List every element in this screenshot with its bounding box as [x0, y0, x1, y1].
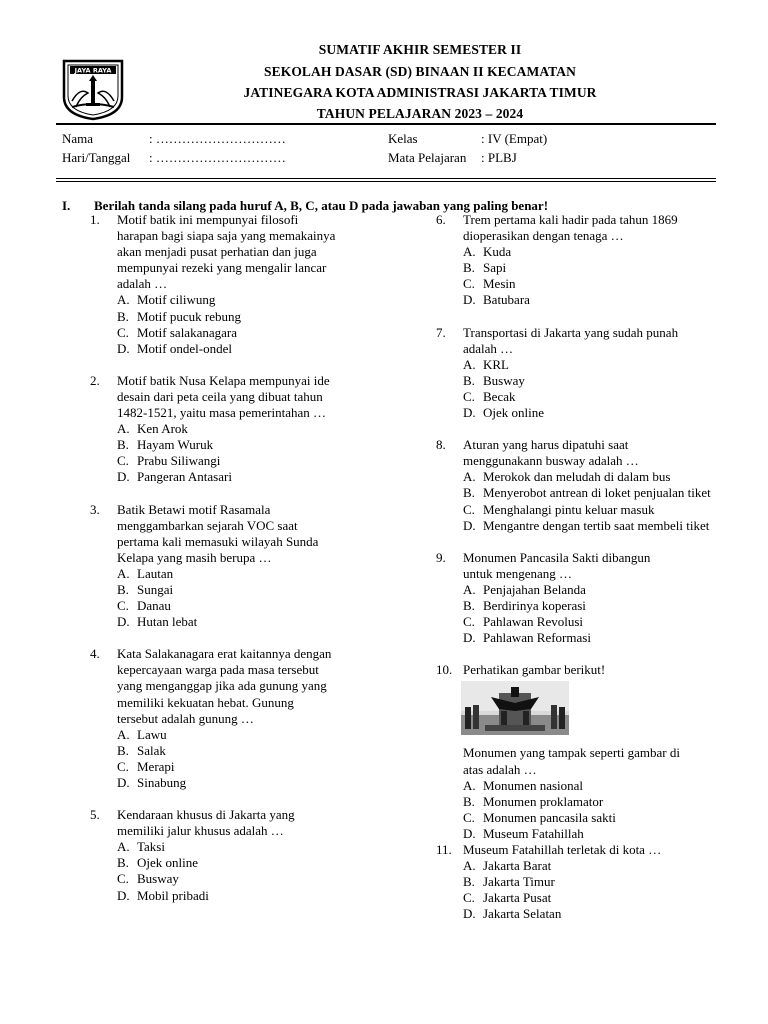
- answer-option[interactable]: [463, 598, 736, 614]
- answer-option[interactable]: [463, 630, 736, 646]
- answer-option[interactable]: [117, 325, 390, 341]
- question-number: 8.: [436, 437, 446, 453]
- subject-label: Mata Pelajaran: [388, 150, 467, 165]
- option-text: Pahlawan Reformasi: [483, 630, 591, 646]
- answer-options: [463, 582, 736, 646]
- option-letter: B.: [463, 260, 475, 276]
- option-letter: B.: [463, 597, 475, 613]
- option-letter: A.: [463, 356, 476, 372]
- question-item: [436, 842, 736, 922]
- option-text: Motif pucuk rebung: [137, 308, 241, 324]
- answer-option[interactable]: [463, 357, 736, 373]
- option-letter: A.: [463, 244, 476, 260]
- question-number: 11.: [436, 842, 452, 857]
- answer-option[interactable]: [117, 614, 390, 630]
- option-letter: A.: [463, 858, 476, 874]
- option-letter: B.: [463, 372, 475, 388]
- answer-option[interactable]: [463, 373, 736, 389]
- option-text: Hayam Wuruk: [137, 437, 214, 453]
- question-stem-line: Transportasi di Jakarta yang sudah punah: [463, 324, 679, 340]
- question-item: [436, 212, 736, 309]
- option-letter: A.: [463, 777, 476, 793]
- option-letter: B.: [117, 308, 129, 324]
- svg-text:JAYA RAYA: JAYA RAYA: [74, 66, 112, 75]
- date-field[interactable]: : …………………………: [149, 150, 286, 165]
- option-text: Ojek online: [483, 405, 545, 421]
- option-letter: C.: [117, 453, 129, 469]
- question-stem: [463, 662, 736, 678]
- answer-option[interactable]: [463, 874, 736, 890]
- question-stem-line: yang menganggap jika ada gunung yang: [117, 678, 327, 694]
- question-number: 5.: [90, 807, 100, 823]
- option-text: Hutan lebat: [137, 614, 198, 630]
- question-spacer: [436, 421, 736, 437]
- answer-option[interactable]: [463, 826, 736, 842]
- answer-option[interactable]: [117, 341, 390, 357]
- option-text: Berdirinya koperasi: [483, 597, 586, 613]
- question-stem-line: Monumen Pancasila Sakti dibangun: [463, 549, 651, 565]
- question-number: 2.: [90, 372, 100, 388]
- option-text: Jakarta Pusat: [483, 890, 552, 906]
- answer-option[interactable]: [463, 469, 736, 485]
- option-letter: D.: [463, 517, 476, 533]
- option-letter: A.: [117, 292, 130, 308]
- answer-option[interactable]: [117, 421, 390, 437]
- option-letter: C.: [463, 501, 475, 517]
- option-text: Pahlawan Revolusi: [483, 614, 584, 630]
- subject-value: : PLBJ: [481, 150, 517, 165]
- option-text: Merokok dan meludah di dalam bus: [483, 469, 671, 485]
- question-stem-line: tersebut adalah gunung …: [117, 710, 254, 726]
- question-stem-line: Aturan yang harus dipatuhi saat: [463, 437, 629, 453]
- option-text: Ken Arok: [137, 421, 188, 437]
- question-stem-line: adalah …: [117, 276, 168, 292]
- question-stem-line: 1482-1521, yaitu masa pemerintahan …: [117, 405, 327, 421]
- question-number: 10.: [436, 662, 453, 678]
- option-text: Danau: [137, 598, 171, 614]
- question-stem: [117, 373, 390, 421]
- question-stem-line: untuk mengenang …: [463, 565, 573, 581]
- question-stem-line: kepercayaan warga pada masa tersebut: [117, 662, 319, 678]
- answer-options: [463, 244, 736, 308]
- question-item: [90, 502, 390, 631]
- school-name: SEKOLAH DASAR (SD) BINAAN II KECAMATAN: [264, 64, 576, 79]
- answer-options: [117, 566, 390, 630]
- question-number: 1.: [90, 212, 100, 227]
- option-letter: A.: [117, 565, 130, 581]
- question-stem-line: Batik Betawi motif Rasamala: [117, 501, 271, 517]
- question-spacer: [436, 646, 736, 662]
- option-letter: C.: [463, 388, 475, 404]
- question-stem-line: memiliki jalur khusus adalah …: [117, 823, 284, 839]
- question-item: [436, 550, 736, 647]
- option-text: Ojek online: [137, 855, 199, 871]
- option-text: Jakarta Selatan: [483, 906, 562, 922]
- answer-options: [117, 421, 390, 485]
- option-letter: D.: [463, 292, 476, 308]
- option-letter: D.: [117, 887, 130, 903]
- answer-option[interactable]: [463, 244, 736, 260]
- answer-options: [117, 839, 390, 903]
- answer-option[interactable]: [463, 858, 736, 874]
- question-item: [90, 646, 390, 791]
- question-stem-line: adalah …: [463, 340, 514, 356]
- answer-option[interactable]: [463, 292, 736, 308]
- answer-option[interactable]: [117, 775, 390, 791]
- option-text: Kuda: [483, 244, 512, 260]
- option-letter: D.: [117, 614, 130, 630]
- question-stem: [117, 212, 390, 292]
- option-text: Lawu: [137, 726, 167, 742]
- answer-option[interactable]: [463, 810, 736, 826]
- question-stem-line: Museum Fatahillah terletak di kota …: [463, 842, 662, 857]
- exam-title: SUMATIF AKHIR SEMESTER II: [318, 42, 522, 57]
- option-text: Penjajahan Belanda: [483, 581, 586, 597]
- answer-option[interactable]: [117, 855, 390, 871]
- question-item: [436, 325, 736, 422]
- option-text: Mobil pribadi: [137, 887, 209, 903]
- option-text: Prabu Siliwangi: [137, 453, 221, 469]
- jakarta-emblem-logo: [58, 57, 128, 121]
- option-text: Menyerobot antrean di loket penjualan tiket: [483, 485, 711, 501]
- answer-option[interactable]: [463, 405, 736, 421]
- question-stem-line: Trem pertama kali hadir pada tahun 1869: [463, 212, 678, 227]
- answer-option[interactable]: [463, 614, 736, 630]
- option-letter: A.: [117, 839, 130, 855]
- option-letter: A.: [117, 421, 130, 437]
- question-spacer: [90, 791, 390, 807]
- answer-option[interactable]: [117, 759, 390, 775]
- option-text: Monumen proklamator: [483, 793, 604, 809]
- option-letter: D.: [117, 469, 130, 485]
- option-letter: B.: [463, 874, 475, 890]
- answer-option[interactable]: [463, 582, 736, 598]
- option-letter: B.: [117, 855, 129, 871]
- name-field[interactable]: : …………………………: [149, 131, 286, 146]
- question-number: 4.: [90, 646, 100, 662]
- option-letter: C.: [463, 890, 475, 906]
- question-item: [90, 373, 390, 486]
- question-stem-line: Perhatikan gambar berikut!: [463, 662, 606, 678]
- option-letter: A.: [117, 726, 130, 742]
- answer-option[interactable]: [463, 890, 736, 906]
- question-stem-line: menggambarkan sejarah VOC saat: [117, 517, 298, 533]
- option-text: Monumen pancasila sakti: [483, 809, 616, 825]
- option-text: Merapi: [137, 758, 175, 774]
- option-letter: D.: [117, 340, 130, 356]
- option-text: Monumen nasional: [483, 777, 584, 793]
- answer-options: [463, 858, 736, 922]
- option-text: Taksi: [137, 839, 165, 855]
- question-number: 7.: [436, 324, 446, 340]
- answer-option[interactable]: [117, 727, 390, 743]
- question-stem-continued: [463, 745, 736, 777]
- answer-option[interactable]: [117, 437, 390, 453]
- option-letter: C.: [117, 598, 129, 614]
- option-text: Batubara: [483, 292, 530, 308]
- option-letter: D.: [117, 775, 130, 790]
- identity-divider-bottom: [56, 181, 716, 182]
- question-stem: [117, 807, 390, 839]
- option-letter: B.: [463, 793, 475, 809]
- option-letter: D.: [463, 405, 476, 421]
- question-item: [436, 662, 736, 842]
- option-text: Lautan: [137, 565, 174, 581]
- question-stem-line: memiliki kekuatan hebat. Gunung: [117, 694, 294, 710]
- questions-left-column: [90, 212, 390, 904]
- option-text: Pangeran Antasari: [137, 469, 232, 485]
- option-letter: B.: [117, 742, 129, 758]
- option-text: KRL: [483, 356, 509, 372]
- question-stem-line: atas adalah …: [463, 761, 537, 777]
- question-number: 6.: [436, 212, 446, 227]
- option-text: Sinabung: [137, 775, 187, 790]
- school-location: JATINEGARA KOTA ADMINISTRASI JAKARTA TIMUR: [243, 85, 597, 100]
- question-stem: [463, 437, 736, 469]
- answer-option[interactable]: [463, 794, 736, 810]
- question-stem: [463, 325, 736, 357]
- option-text: Busway: [483, 372, 525, 388]
- answer-option[interactable]: [117, 871, 390, 887]
- option-text: Menghalangi pintu keluar masuk: [483, 501, 655, 517]
- class-label: Kelas: [388, 131, 418, 146]
- name-label: Nama: [62, 131, 94, 146]
- question-stem: [117, 502, 390, 566]
- option-letter: A.: [463, 581, 476, 597]
- option-text: Jakarta Barat: [483, 858, 552, 874]
- answer-option[interactable]: [463, 518, 736, 534]
- question-item: [90, 807, 390, 904]
- question-stem-line: akan menjadi pusat perhatian dan juga: [117, 244, 317, 260]
- answer-option[interactable]: [463, 778, 736, 794]
- question-stem: [463, 550, 736, 582]
- question-spacer: [90, 357, 390, 373]
- answer-option[interactable]: [463, 389, 736, 405]
- answer-option[interactable]: [117, 469, 390, 485]
- question-stem-line: menggunakann busway adalah …: [463, 453, 639, 469]
- option-text: Motif salakanagara: [137, 324, 237, 340]
- question-stem-line: Motif batik Nusa Kelapa mempunyai ide: [117, 372, 330, 388]
- questions-right-column: [436, 212, 736, 922]
- answer-option[interactable]: [117, 566, 390, 582]
- header-divider: [56, 123, 716, 125]
- answer-options: [117, 727, 390, 791]
- question-item: [90, 212, 390, 357]
- question-spacer: [436, 534, 736, 550]
- class-value: : IV (Empat): [481, 131, 548, 146]
- question-spacer: [90, 486, 390, 502]
- option-letter: D.: [463, 630, 476, 646]
- option-letter: C.: [463, 809, 475, 825]
- option-text: Sapi: [483, 260, 507, 276]
- question-stem-line: Kelapa yang masih berupa …: [117, 549, 272, 565]
- answer-option[interactable]: [463, 276, 736, 292]
- question-stem: [117, 646, 390, 726]
- question-stem-line: Kendaraan khusus di Jakarta yang: [117, 807, 295, 823]
- option-letter: D.: [463, 906, 476, 922]
- option-letter: B.: [117, 581, 129, 597]
- option-text: Mengantre dengan tertib saat membeli tiket: [483, 517, 710, 533]
- option-text: Salak: [137, 742, 166, 758]
- answer-option[interactable]: [117, 582, 390, 598]
- option-letter: D.: [463, 825, 476, 841]
- question-stem-line: desain dari peta ceila yang dibuat tahun: [117, 388, 323, 404]
- answer-option[interactable]: [463, 502, 736, 518]
- option-text: Museum Fatahillah: [483, 825, 584, 841]
- answer-options: [117, 292, 390, 356]
- answer-option[interactable]: [463, 260, 736, 276]
- academic-year: TAHUN PELAJARAN 2023 – 2024: [316, 106, 524, 121]
- question-stem-line: mempunyai rezeki yang mengalir lancar: [117, 260, 327, 276]
- option-letter: C.: [117, 871, 129, 887]
- answer-options: [463, 357, 736, 421]
- monument-photo: [461, 681, 569, 735]
- section-numeral: I.: [62, 198, 71, 213]
- option-letter: C.: [463, 614, 475, 630]
- date-label: Hari/Tanggal: [62, 150, 131, 165]
- question-spacer: [436, 309, 736, 325]
- answer-option[interactable]: [117, 309, 390, 325]
- option-text: Motif ciliwung: [137, 292, 216, 308]
- question-stem-line: Motif batik ini mempunyai filosofi: [117, 212, 299, 227]
- answer-option[interactable]: [117, 839, 390, 855]
- option-text: Becak: [483, 388, 516, 404]
- section-instruction: Berilah tanda silang pada huruf A, B, C, atau D pada jawaban yang paling benar!: [94, 198, 549, 213]
- answer-option[interactable]: [463, 485, 736, 501]
- answer-option[interactable]: [117, 292, 390, 308]
- option-letter: C.: [117, 324, 129, 340]
- question-stem-line: Monumen yang tampak seperti gambar di: [463, 745, 680, 761]
- option-letter: B.: [117, 437, 129, 453]
- question-number: 3.: [90, 501, 100, 517]
- option-letter: A.: [463, 469, 476, 485]
- question-stem-line: pertama kali memasuki wilayah Sunda: [117, 533, 319, 549]
- question-stem-line: harapan bagi siapa saja yang memakainya: [117, 228, 336, 244]
- option-text: Jakarta Timur: [483, 874, 555, 890]
- option-text: Motif ondel-ondel: [137, 340, 232, 356]
- question-spacer: [90, 630, 390, 646]
- option-text: Sungai: [137, 581, 174, 597]
- question-stem: [463, 842, 736, 858]
- answer-options: [463, 469, 736, 533]
- question-stem-line: dioperasikan dengan tenaga …: [463, 228, 624, 244]
- option-letter: B.: [463, 485, 475, 501]
- question-stem-line: Kata Salakanagara erat kaitannya dengan: [117, 646, 332, 662]
- answer-option[interactable]: [117, 888, 390, 904]
- question-number: 9.: [436, 549, 446, 565]
- answer-option[interactable]: [117, 453, 390, 469]
- option-letter: C.: [117, 758, 129, 774]
- identity-divider-top: [56, 178, 716, 179]
- answer-option[interactable]: [117, 598, 390, 614]
- question-stem: [463, 212, 736, 244]
- option-text: Busway: [137, 871, 179, 887]
- option-text: Mesin: [483, 276, 516, 292]
- question-item: [436, 437, 736, 534]
- answer-options: [463, 778, 736, 842]
- answer-option[interactable]: [463, 906, 736, 922]
- answer-option[interactable]: [117, 743, 390, 759]
- option-letter: C.: [463, 276, 475, 292]
